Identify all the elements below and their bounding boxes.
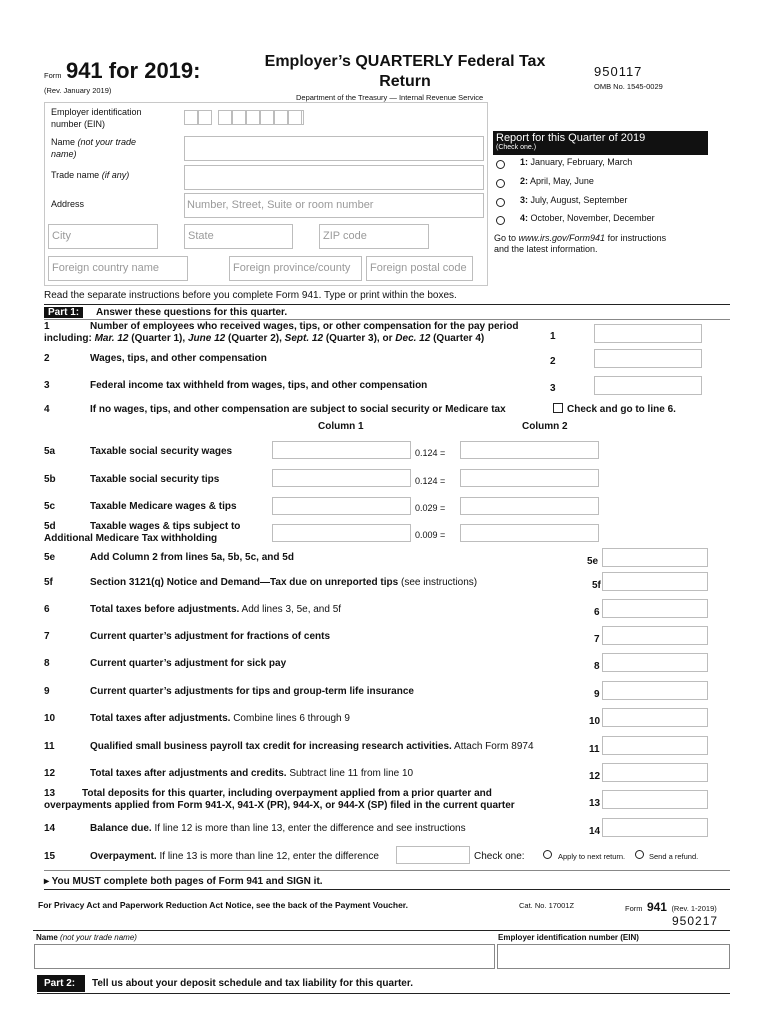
page2-name-label [36,933,137,942]
line-2-num: 2 [44,353,50,364]
line-10-rest: Combine lines 6 through 9 [233,713,350,724]
divider-page2 [33,930,730,931]
line-15-check-one: Check one: [474,851,525,862]
column-2-header: Column 2 [522,421,568,432]
part2-title: Tell us about your deposit schedule and tax liability for this quarter. [92,978,413,989]
ein-digit-1[interactable] [184,110,198,125]
apply-next-return-radio[interactable] [543,850,552,859]
state-field[interactable] [184,224,293,249]
line-4-check-label: Check and go to line 6. [567,404,676,415]
goto-url[interactable]: www.irs.gov/Form941 [518,233,606,243]
province-placeholder: Foreign province/county [233,262,351,274]
line-6-text [90,604,341,615]
line-2-field[interactable] [594,349,702,368]
line-12-num: 12 [44,768,56,779]
quarter-2-label [520,176,594,186]
line-14-field[interactable] [602,818,708,837]
line-5b-col2-field[interactable] [460,469,599,487]
divider-part1-title [44,319,730,320]
goto-line-2: and the latest information. [494,244,598,254]
line-5c-num: 5c [44,501,56,512]
line-5f-label: 5f [592,580,601,591]
quarter-4-text: October, November, December [530,213,655,223]
line-7-text: Current quarter’s adjustment for fractions of cents [90,631,331,642]
line-5b-rate: 0.124 = [415,476,446,486]
line-2-label: 2 [550,356,556,367]
l1-q4: (Quarter 4) [433,333,485,344]
line-12-label: 12 [589,771,601,782]
line-10-field[interactable] [602,708,708,727]
form-word: Form [44,71,62,80]
ein-label-line-2: number (EIN) [51,119,106,129]
quarter-4-radio[interactable] [496,216,505,225]
line-5f-text [90,577,477,588]
city-field[interactable] [48,224,158,249]
quarter-3-radio[interactable] [496,198,505,207]
line-5c-col2-field[interactable] [460,497,599,515]
line-5a-rate: 0.124 = [415,448,446,458]
line-6-bold: Total taxes before adjustments. [90,604,240,615]
line-12-rest: Subtract line 11 from line 10 [289,768,414,779]
page2-name-word: Name [36,933,58,942]
line-5d-b: Additional Medicare Tax withholding [44,533,218,544]
instructions: Read the separate instructions before you complete Form 941. Type or print within the boxes. [44,290,457,301]
apply-next-return-label: Apply to next return. [558,852,626,861]
line-11-rest: Attach Form 8974 [454,741,534,752]
line-6-label: 6 [594,607,600,618]
line-5d-a: Taxable wages & tips subject to [90,521,241,532]
line-5d-col1-field[interactable] [272,524,411,542]
line-4-text: If no wages, tips, and other compensation are subject to social security or Medicare tax [90,404,506,415]
line-15-text [90,851,379,862]
line-7-label: 7 [594,634,600,645]
trade-name-label [51,170,129,180]
line-11-num: 11 [44,741,55,752]
quarter-1-label [520,157,632,167]
send-refund-label: Send a refund. [649,852,699,861]
line-1-label: 1 [550,331,556,342]
ein-digit-5[interactable] [246,110,260,125]
line-2-text: Wages, tips, and other compensation [90,353,267,364]
line-13-a: Total deposits for this quarter, including overpayment applied from a prior quarter and [82,788,492,799]
line-5f-num: 5f [44,577,53,588]
quarter-1-num: 1: [520,157,529,167]
department: Department of the Treasury — Internal Revenue Service [296,93,484,102]
l1-including: including: [44,333,92,344]
line-5c-text: Taxable Medicare wages & tips [90,501,237,512]
form-title: 941 for 2019: [65,58,201,83]
form-code: 950117 [594,64,643,79]
divider-must-sign [44,870,730,871]
quarter-3-text: July, August, September [530,195,628,205]
send-refund-radio[interactable] [635,850,644,859]
line-5d-num: 5d [44,521,56,532]
line-5a-col1-field[interactable] [272,441,411,459]
line-7-field[interactable] [602,626,708,645]
postal-placeholder: Foreign postal code [370,262,467,274]
foreign-postal-field[interactable] [366,256,473,281]
l1-q1: (Quarter 1), [131,333,186,344]
line-13-num: 13 [44,788,56,799]
quarter-4-label [520,213,655,223]
line-5b-num: 5b [44,474,56,485]
form-revision: (Rev. January 2019) [44,86,112,95]
line-1-num: 1 [44,321,50,332]
part1-tag: Part 1: [44,307,83,318]
line-11-text [90,741,534,752]
form-header [44,58,200,84]
line-10-label: 10 [589,716,601,727]
quarter-3-num: 3: [520,195,529,205]
line-3-text: Federal income tax withheld from wages, tips, and other compensation [90,380,428,391]
must-sign-notice: ▸ You MUST complete both pages of Form 941 and SIGN it. [44,876,323,887]
ein-digit-3[interactable] [218,110,232,125]
line-10-bold: Total taxes after adjustments. [90,713,231,724]
line-5f-field[interactable] [602,572,708,591]
quarter-2-radio[interactable] [496,179,505,188]
name-hint: (not your trade [77,137,137,147]
ein-digit-6[interactable] [260,110,274,125]
address-placeholder: Number, Street, Suite or room number [187,199,374,211]
line-11-field[interactable] [602,736,708,755]
line-6-field[interactable] [602,599,708,618]
ein-digit-8[interactable] [288,110,302,125]
line-5d-rate: 0.009 = [415,530,446,540]
line-5f-bold: Section 3121(q) Notice and Demand—Tax due on unreported tips [90,577,399,588]
line-3-field[interactable] [594,376,702,395]
ein-digit-4[interactable] [232,110,246,125]
line-6-num: 6 [44,604,50,615]
page2-name-hint: (not your trade name) [60,933,137,942]
page2-ein-field[interactable] [497,944,730,969]
footer-form-number: 941 [646,900,667,914]
line-3-label: 3 [550,383,556,394]
line-14-label: 14 [589,826,601,837]
line-5e-text: Add Column 2 from lines 5a, 5b, 5c, and 5d [90,552,294,563]
name-field[interactable] [184,136,484,161]
line-14-num: 14 [44,823,56,834]
city-placeholder: City [52,230,71,242]
line-10-text [90,713,350,724]
line-15-num: 15 [44,851,56,862]
column-1-header: Column 1 [318,421,364,432]
line-3-num: 3 [44,380,50,391]
line-13-text [44,788,515,812]
line-14-rest: If line 12 is more than line 13, enter the difference and see instructions [154,823,466,834]
quarter-2-num: 2: [520,176,529,186]
line-8-num: 8 [44,658,50,669]
line-10-num: 10 [44,713,56,724]
line-5c-col1-field[interactable] [272,497,411,515]
ein-digit-9[interactable] [302,110,304,125]
line-12-field[interactable] [602,763,708,782]
privacy-notice: For Privacy Act and Paperwork Reduction Act Notice, see the back of the Payment Voucher. [38,900,409,910]
line-5b-col1-field[interactable] [272,469,411,487]
line-6-rest: Add lines 3, 5e, and 5f [241,604,342,615]
goto-post: for instructions [607,233,667,243]
footer-code: 950217 [672,914,719,928]
line-15-rest: If line 13 is more than line 12, enter the difference [159,851,379,862]
main-title [240,52,570,92]
trade-hint: (if any) [101,170,130,180]
line-8-text: Current quarter’s adjustment for sick pay [90,658,287,669]
line-5a-col2-field[interactable] [460,441,599,459]
address-field[interactable] [184,193,484,218]
line-8-label: 8 [594,661,600,672]
l1-q1-date: Mar. 12 [94,333,129,344]
foreign-country-field[interactable] [48,256,188,281]
line-5e-num: 5e [44,552,56,563]
zip-field[interactable] [319,224,429,249]
divider-footer [44,889,730,890]
ein-label-line-1: Employer identification [51,107,142,117]
line-13-label: 13 [589,798,601,809]
ein-label [51,106,142,130]
line-9-num: 9 [44,686,50,697]
address-label: Address [51,199,85,209]
quarter-1-radio[interactable] [496,160,505,169]
main-title-line-1: Employer’s QUARTERLY Federal Tax [264,53,546,70]
quarter-1-text: January, February, March [530,157,633,167]
line-7-num: 7 [44,631,50,642]
line-13-b: overpayments applied from Form 941-X, 941-X (PR), 944-X, or 944-X (SP) filed in the current quarter [44,800,515,811]
line-9-label: 9 [594,689,600,700]
l1-q3-date: Sept. 12 [284,333,324,344]
name-hint-2: name) [51,149,77,159]
name-label-text: Name [51,137,76,147]
l1-q2: (Quarter 2), [227,333,282,344]
line-14-bold: Balance due. [90,823,152,834]
main-title-line-2: Return [379,73,431,90]
line-12-bold: Total taxes after adjustments and credits. [90,768,287,779]
l1-q3: (Quarter 3), or [325,333,393,344]
line-9-field[interactable] [602,681,708,700]
line-5d-col2-field[interactable] [460,524,599,542]
name-label [51,136,136,160]
line-4-num: 4 [44,404,50,415]
line-5b-text: Taxable social security tips [90,474,220,485]
page2-name-field[interactable] [34,944,495,969]
line-14-text [90,823,466,834]
line-5d-text [44,521,240,545]
ein-digit-2[interactable] [198,110,212,125]
quarter-box-title: Report for this Quarter of 2019 [496,132,646,144]
part1-title: Answer these questions for this quarter. [96,307,288,318]
line-5e-label: 5e [587,556,599,567]
line-11-label: 11 [589,744,600,755]
line-9-text: Current quarter’s adjustments for tips and group-term life insurance [90,686,414,697]
quarter-goto [494,233,666,255]
state-placeholder: State [188,230,214,242]
country-placeholder: Foreign country name [52,262,159,274]
goto-pre: Go to [494,233,517,243]
quarter-3-label [520,195,627,205]
trade-label-text: Trade name [51,170,100,180]
catalog-number: Cat. No. 17001Z [519,901,575,910]
divider-part2 [37,993,730,994]
line-5f-rest: (see instructions) [400,577,478,588]
trade-name-field[interactable] [184,165,484,190]
line-11-bold: Qualified small business payroll tax credit for increasing research activities. [90,741,452,752]
line-8-field[interactable] [602,653,708,672]
part2-tag: Part 2: [44,978,76,989]
line-1-field[interactable] [594,324,702,343]
footer-form-word: Form [625,904,643,913]
line-4-checkbox[interactable] [553,403,563,413]
line-15-bold: Overpayment. [90,851,157,862]
line-5c-rate: 0.029 = [415,503,446,513]
line-1-text [44,321,518,345]
quarter-box-header [493,131,708,155]
line-12-text [90,768,413,779]
page2-ein-label: Employer identification number (EIN) [498,933,639,942]
quarter-box-check-one: (Check one.) [496,144,537,151]
footer-revision: (Rev. 1-2019) [671,904,717,913]
line-13-field[interactable] [602,790,708,809]
zip-placeholder: ZIP code [323,230,367,242]
line-5a-text: Taxable social security wages [90,446,233,457]
line-5e-field[interactable] [602,548,708,567]
quarter-4-num: 4: [520,213,529,223]
divider-part1 [44,304,730,305]
foreign-province-field[interactable] [229,256,362,281]
omb-number: OMB No. 1545-0029 [594,82,663,91]
l1-q2-date: June 12 [187,333,226,344]
quarter-2-text: April, May, June [530,176,594,186]
l1-q4-date: Dec. 12 [395,333,431,344]
line-5a-num: 5a [44,446,56,457]
line-15-field[interactable] [396,846,470,864]
ein-digit-7[interactable] [274,110,288,125]
line-1-a: Number of employees who received wages, tips, or other compensation for the pay period [90,321,519,332]
